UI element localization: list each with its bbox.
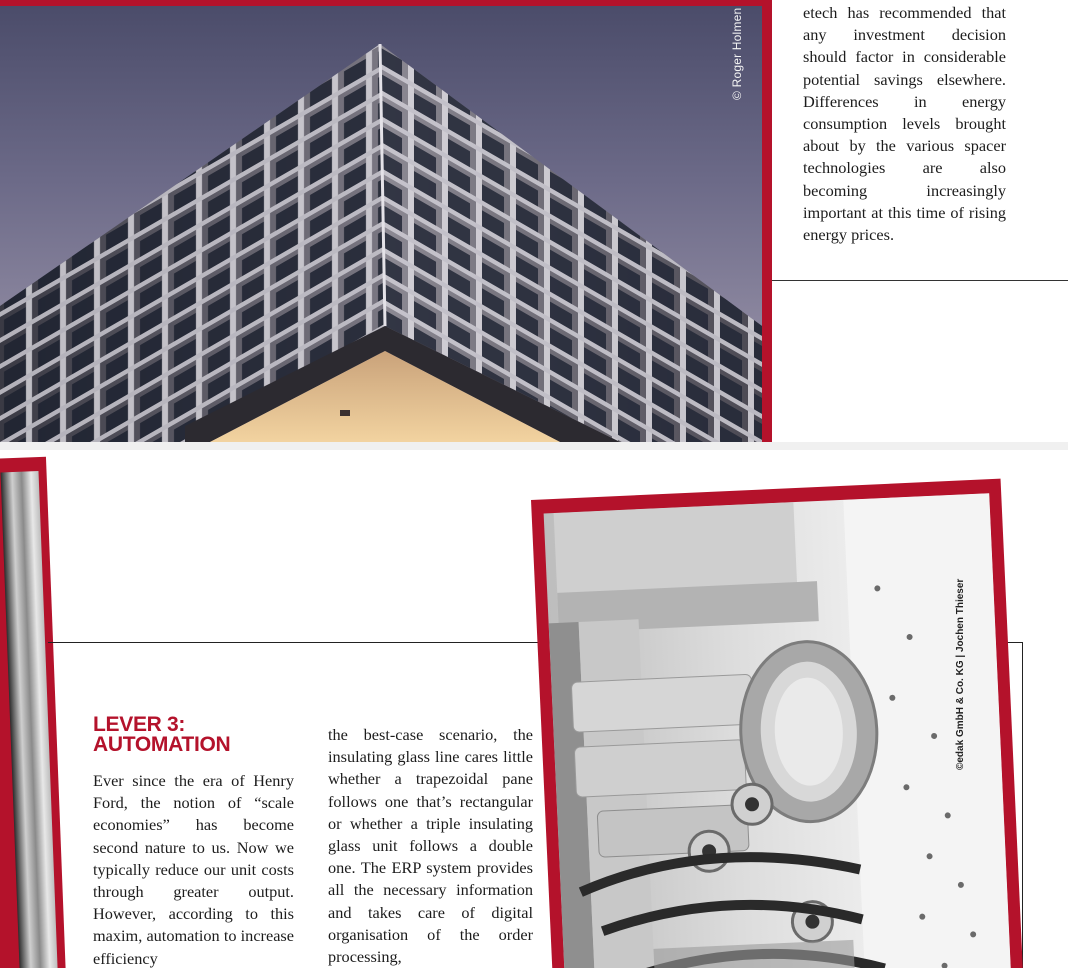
building-illustration [0, 6, 762, 442]
horizontal-rule [772, 280, 1068, 281]
top-page [0, 0, 1068, 442]
text-column-top [803, 2, 1006, 246]
text-column-1 [93, 770, 294, 968]
building-photo [0, 6, 762, 442]
page-separator [0, 442, 1068, 450]
photo-credit: ©edak GmbH & Co. KG | Jochen Thieser [955, 578, 966, 770]
machine-illustration [544, 493, 1013, 968]
left-photo [1, 471, 60, 968]
text-column-2 [328, 724, 533, 968]
machine-photo [544, 493, 1013, 968]
heading-line-1: LEVER 3: [93, 713, 186, 736]
paragraph: etech has recommended that any investment decision should factor in considerable potential savings elsewhere. Differences in energy consumption levels brought about by the various spacer technologies are also becoming increasingly important at this time of rising energy prices. [803, 3, 1006, 245]
paragraph: the best-case scenario, the insulating glass line cares little whether a trapezoidal pane follows one that’s rectangular or whether a triple insulating glass unit follows a double one. The ERP system provides all the necessary information and takes care of digital organisation of the order processing, [328, 725, 533, 967]
bottom-page [0, 450, 1068, 968]
paragraph: Ever since the era of Henry Ford, the notion of “scale economies” has become second nature to us. Now we typically reduce our unit costs through greater output. However, according to this maxim, automation to increase efficiency [93, 771, 294, 968]
section-heading [93, 715, 313, 755]
machine-photo-frame [531, 479, 1024, 968]
heading-line-2: AUTOMATION [93, 733, 231, 756]
left-photo-frame [0, 457, 67, 968]
building-photo-frame [0, 0, 772, 442]
vertical-rule [1022, 642, 1023, 968]
photo-credit: © Roger Holmen [730, 7, 744, 100]
